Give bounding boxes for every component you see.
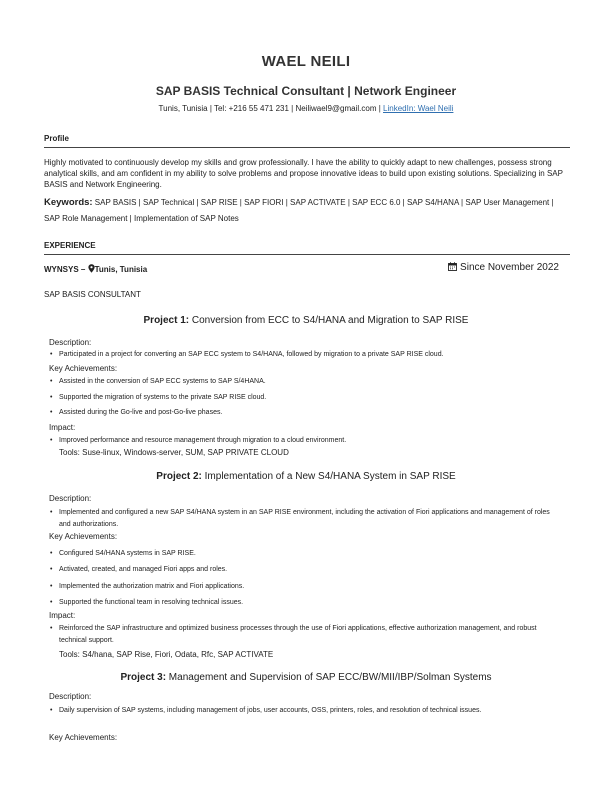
project-1-description-label: Description: (49, 338, 92, 347)
bullet-dot-icon: • (50, 394, 53, 401)
bullet-dot-icon: • (50, 625, 53, 632)
project-2-achievement-item: • Activated, created, and managed Fiori apps and roles. (50, 564, 550, 576)
project-2-description-item: • Implemented and configured a new SAP S4/HANA system in an SAP RISE environment, including the activation of Fiori applications and management of roles and authorizations. (50, 509, 550, 528)
job-role: SAP BASIS CONSULTANT (44, 290, 141, 299)
bullet-dot-icon: • (50, 550, 53, 557)
bullet-dot-icon: • (50, 378, 53, 385)
company-line (44, 264, 147, 275)
company-name: WYNSYS – (44, 265, 88, 274)
project-2-impact-item: • Reinforced the SAP infrastructure and optimized business processes through the use of Fiori applications, effective authorization management, and robust technical support. (50, 625, 537, 644)
bullet-dot-icon: • (50, 707, 53, 714)
project-1-tools: Tools: Suse-linux, Windows-server, SUM, SAP PRIVATE CLOUD (59, 448, 289, 457)
project-2-title (0, 471, 612, 482)
job-date (448, 262, 559, 274)
project-2-achievements-label: Key Achievements: (49, 532, 118, 541)
company-location: Tunis, Tunisia (94, 265, 148, 274)
project-2-name: Implementation of a New S4/HANA System in SAP RISE (201, 471, 456, 482)
linkedin-link[interactable]: LinkedIn: Wael Neili (383, 104, 454, 113)
project-3-label: Project 3: (120, 672, 167, 683)
project-3-description-item: • Daily supervision of SAP systems, including management of jobs, user accounts, OSS, printers, roles, and resolution of technical issues. (50, 705, 550, 717)
candidate-title: SAP BASIS Technical Consultant | Network Engineer (155, 84, 457, 98)
project-1-achievement-item: • Supported the migration of systems to the private SAP RISE cloud. (50, 392, 550, 404)
project-1-title (0, 315, 612, 326)
project-1-label: Project 1: (143, 315, 190, 326)
contact-line (0, 104, 612, 113)
project-2-tools: Tools: S4/hana, SAP Rise, Fiori, Odata, Rfc, SAP ACTIVATE (59, 650, 274, 659)
bullet-dot-icon: • (50, 599, 53, 606)
project-1-achievement-item: • Assisted in the conversion of SAP ECC systems to SAP S/4HANA. (50, 376, 550, 388)
project-2-impact-label: Impact: (49, 611, 76, 620)
project-2-achievement-item: • Supported the functional team in resolving technical issues. (50, 597, 550, 609)
project-2-label: Project 2: (156, 471, 202, 482)
calendar-icon (448, 262, 457, 274)
project-3-title (0, 672, 612, 683)
keywords-label: Keywords: (44, 197, 93, 208)
profile-summary: Highly motivated to continuously develop my skills and grow professionally. I have the ability to quickly adapt to new challenges, possess strong analytical skills, and am confident in my ability to solve problems and propose innovative ideas to build upon existing solutions. Specializing in SAP BASIS and Network Engineering. (44, 158, 563, 189)
keywords-block (44, 195, 570, 227)
map-pin-icon (88, 264, 95, 275)
bullet-dot-icon: • (50, 437, 53, 444)
project-1-description-item: • Participated in a project for converting an SAP ECC system to S4/HANA, followed by migration to a private SAP RISE cloud. (50, 349, 550, 361)
profile-divider (44, 147, 570, 148)
bullet-dot-icon: • (50, 351, 53, 358)
contact-text: Tunis, Tunisia | Tel: +216 55 471 231 | Neiliwael9@gmail.com | (158, 104, 384, 113)
profile-heading: Profile (44, 134, 69, 143)
project-2-achievement-item: • Implemented the authorization matrix and Fiori applications. (50, 581, 550, 593)
project-1-achievements-label: Key Achievements: (49, 364, 118, 373)
candidate-name: WAEL NEILI (261, 53, 351, 70)
project-2-description-label: Description: (49, 494, 92, 503)
project-2-achievement-item: • Configured S4/HANA systems in SAP RISE. (50, 548, 550, 560)
bullet-dot-icon: • (50, 509, 53, 516)
keywords-list: SAP BASIS | SAP Technical | SAP RISE | SAP FIORI | SAP ACTIVATE | SAP ECC 6.0 | SAP S4/HANA | SAP User Management | SAP Role Management | Implementation of SAP Notes (44, 198, 554, 223)
project-1-impact-item: • Improved performance and resource management through migration to a cloud environment. (50, 435, 550, 447)
project-1-name: Conversion from ECC to S4/HANA and Migration to SAP RISE (189, 315, 469, 326)
bullet-dot-icon: • (50, 583, 53, 590)
bullet-dot-icon: • (50, 409, 53, 416)
project-1-impact-label: Impact: (49, 423, 76, 432)
bullet-dot-icon: • (50, 566, 53, 573)
project-3-name: Management and Supervision of SAP ECC/BW/MII/IBP/Solman Systems (166, 672, 492, 683)
project-3-achievements-label: Key Achievements: (49, 733, 118, 742)
experience-heading: EXPERIENCE (44, 241, 96, 250)
experience-divider (44, 254, 570, 255)
project-1-achievement-item: • Assisted during the Go-live and post-Go-live phases. (50, 407, 550, 419)
job-date-text: Since November 2022 (460, 262, 559, 273)
project-3-description-label: Description: (49, 692, 92, 701)
